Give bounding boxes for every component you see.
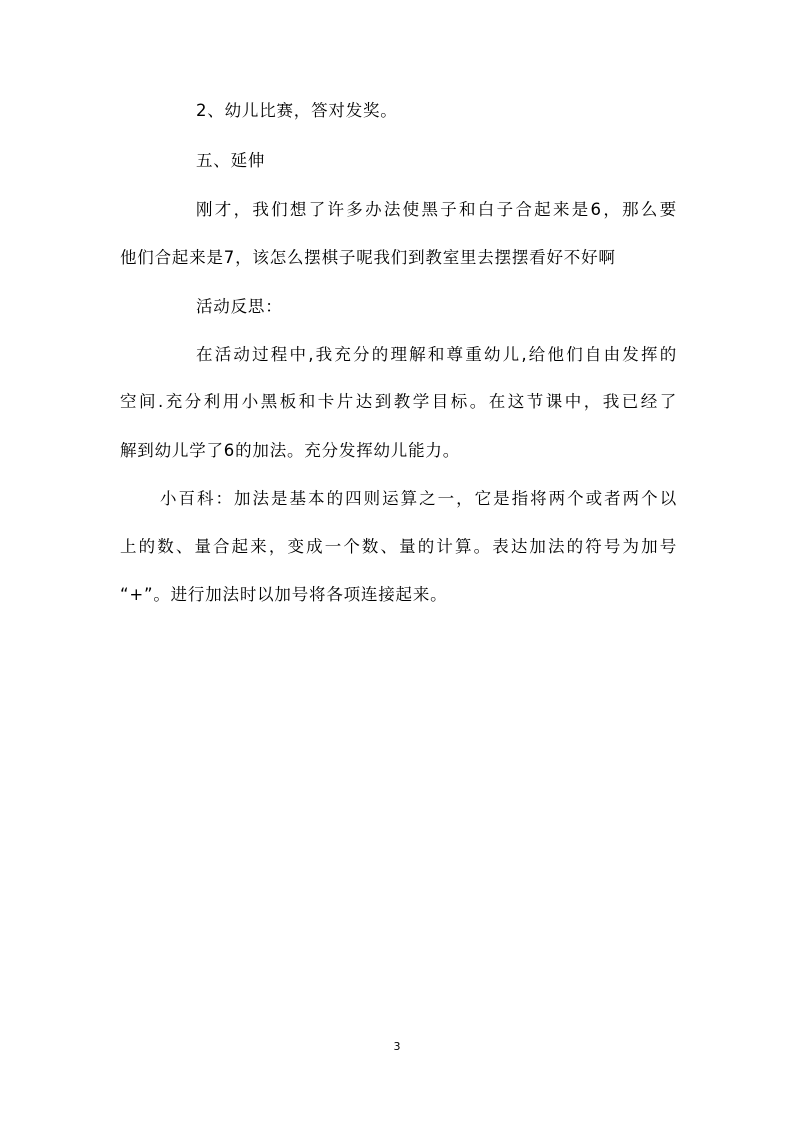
section-heading-reflection: 活动反思： bbox=[196, 297, 283, 316]
paragraph-extension-line-1: 刚才，我们想了许多办法使黑子和白子合起来是6，那么要 bbox=[196, 200, 677, 219]
paragraph-reflection-line-2: 空间.充分利用小黑板和卡片达到教学目标。在这节课中，我已经了 bbox=[120, 392, 677, 411]
section-heading-extension: 五、延伸 bbox=[196, 151, 266, 170]
paragraph-extension-line-2: 他们合起来是7，该怎么摆棋子呢我们到教室里去摆摆看好不好啊 bbox=[120, 248, 616, 267]
paragraph-wiki-line-2: 上的数、量合起来，变成一个数、量的计算。表达加法的符号为加号 bbox=[120, 537, 677, 556]
paragraph-reflection-line-1: 在活动过程中,我充分的理解和尊重幼儿,给他们自由发挥的 bbox=[196, 345, 677, 364]
paragraph-reflection-line-3: 解到幼儿学了6的加法。充分发挥幼儿能力。 bbox=[120, 441, 460, 460]
page-number: 3 bbox=[393, 1040, 401, 1053]
paragraph-wiki-line-1: 小百科：加法是基本的四则运算之一，它是指将两个或者两个以 bbox=[160, 489, 677, 508]
paragraph-wiki-line-3: “+”。进行加法时以加号将各项连接起来。 bbox=[120, 585, 448, 604]
text-line-1: 2、幼儿比赛，答对发奖。 bbox=[196, 101, 398, 120]
